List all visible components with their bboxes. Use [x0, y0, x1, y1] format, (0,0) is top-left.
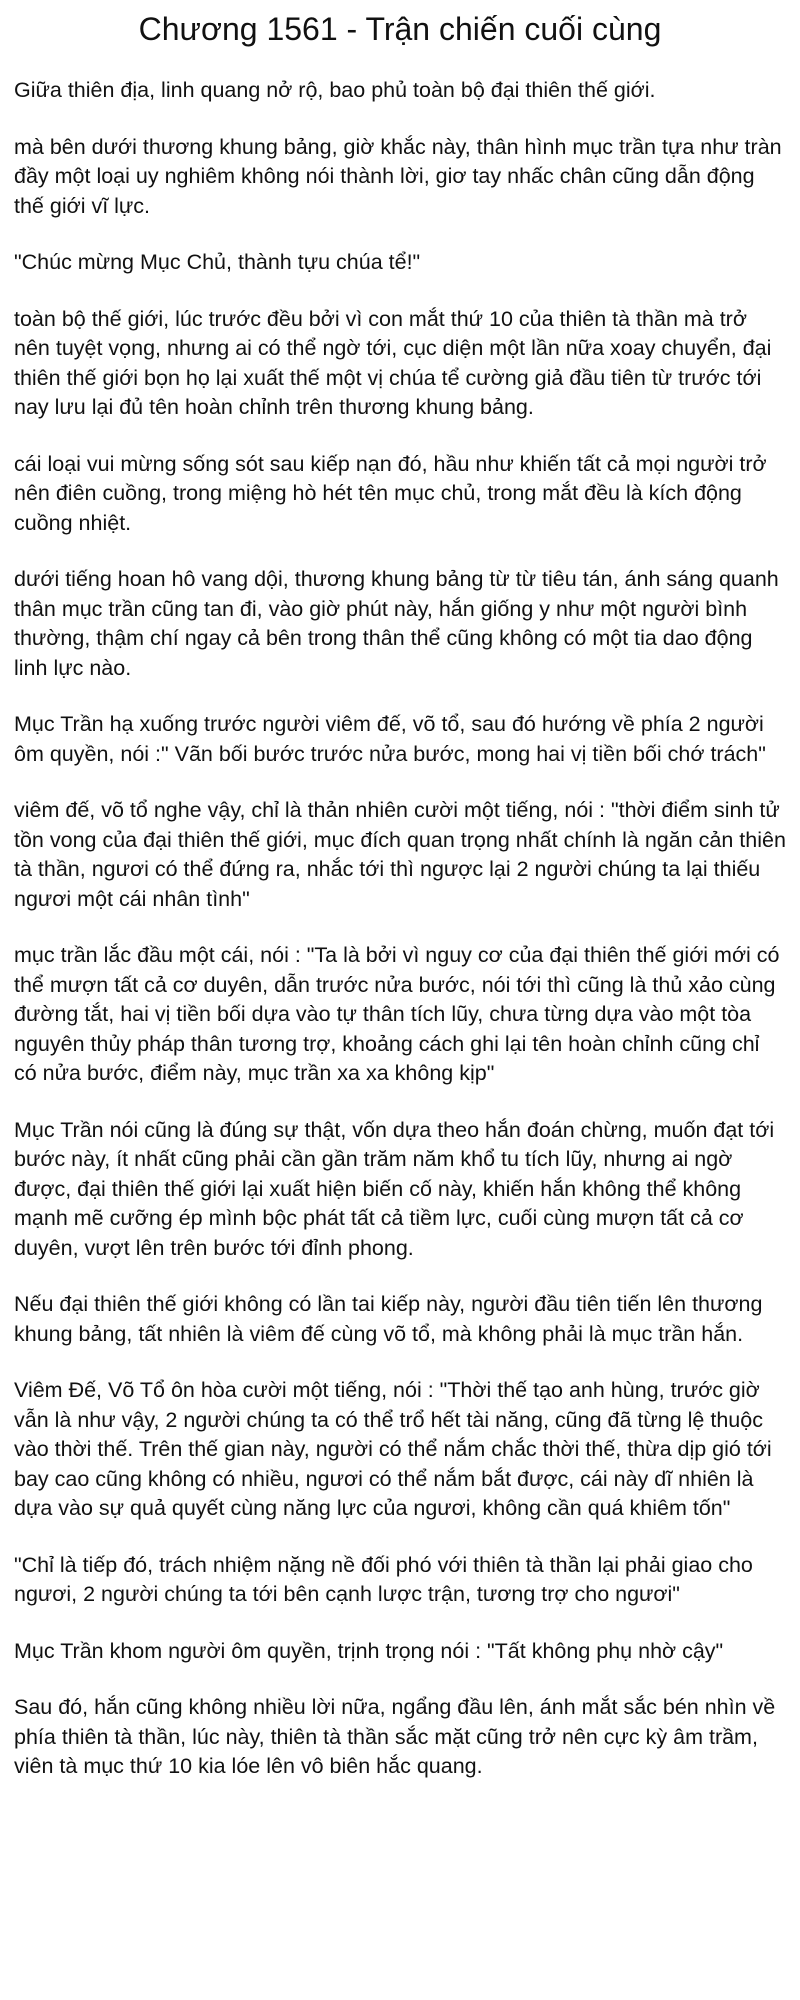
paragraph-8: viêm đế, võ tổ nghe vậy, chỉ là thản nhiên cười một tiếng, nói : "thời điểm sinh tử tồn vong của đại thiên thế giới, mục đích quan trọng nhất chính là ngăn cản thiên tà thần, ngươi có thể đứng ra, nhắc tới thì ngược lại 2 người chúng ta lại thiếu ngươi một cái nhân tình" — [14, 798, 786, 911]
paragraph-1: Giữa thiên địa, linh quang nở rộ, bao phủ toàn bộ đại thiên thế giới. — [14, 78, 656, 102]
paragraph-3: "Chúc mừng Mục Chủ, thành tựu chúa tể!" — [14, 250, 421, 274]
paragraph-11: Nếu đại thiên thế giới không có lần tai kiếp này, người đầu tiên tiến lên thương khung bảng, tất nhiên là viêm đế cùng võ tổ, mà không phải là mục trần hắn. — [14, 1292, 763, 1346]
paragraph-2: mà bên dưới thương khung bảng, giờ khắc này, thân hình mục trần tựa như tràn đầy một loại uy nghiêm không nói thành lời, giơ tay nhấc chân cũng dẫn động thế giới vĩ lực. — [14, 134, 782, 218]
paragraph-4: toàn bộ thế giới, lúc trước đều bởi vì con mắt thứ 10 của thiên tà thần mà trở nên tuyệt vọng, nhưng ai có thể ngờ tới, cục diện một lần nữa xoay chuyển, đại thiên thế giới bọn họ lại xuất thế một vị chúa tể cường giả đầu tiên từ trước tới nay lưu lại đủ tên hoàn chỉnh trên thương khung bảng. — [14, 306, 772, 419]
chapter-title: Chương 1561 - Trận chiến cuối cùng — [138, 11, 662, 47]
paragraph-5: cái loại vui mừng sống sót sau kiếp nạn đó, hầu như khiến tất cả mọi người trở nên điên cuồng, trong miệng hò hét tên mục chủ, trong mắt đều là kích động cuồng nhiệt. — [14, 451, 767, 535]
paragraph-15: Sau đó, hắn cũng không nhiều lời nữa, ngẩng đầu lên, ánh mắt sắc bén nhìn về phía thiên tà thần, lúc này, thiên tà thần sắc mặt cũng trở nên cực kỳ âm trầm, viên tà mục thứ 10 kia lóe lên vô biên hắc quang. — [14, 1695, 776, 1778]
paragraph-6: dưới tiếng hoan hô vang dội, thương khung bảng từ từ tiêu tán, ánh sáng quanh thân mục trần cũng tan đi, vào giờ phút này, hắn giống y như một người bình thường, thậm chí ngay cả bên trong thân thể cũng không có một tia dao động linh lực nào. — [14, 567, 779, 680]
paragraph-13: "Chỉ là tiếp đó, trách nhiệm nặng nề đối phó với thiên tà thần lại phải giao cho ngươi, 2 người chúng ta tới bên cạnh lược trận, tương trợ cho ngươi" — [14, 1552, 753, 1606]
paragraph-9: mục trần lắc đầu một cái, nói : "Ta là bởi vì nguy cơ của đại thiên thế giới mới có thể mượn tất cả cơ duyên, dẫn trước nửa bước, nói tới thì cũng là thủ xảo cùng đường tắt, hai vị tiền bối dựa vào tự thân tích lũy, chưa từng dựa vào một tòa nguyên thủy pháp thân tương trợ, khoảng cách ghi lại tên hoàn chỉnh cũng chỉ có nửa bước, điểm này, mục trần xa xa không kịp" — [14, 943, 780, 1085]
paragraph-14: Mục Trần khom người ôm quyền, trịnh trọng nói : "Tất không phụ nhờ cậy" — [14, 1638, 724, 1663]
paragraph-7: Mục Trần hạ xuống trước người viêm đế, võ tổ, sau đó hướng về phía 2 người ôm quyền, nói :" Vãn bối bước trước nửa bước, mong hai vị tiền bối chớ trách" — [14, 712, 766, 766]
paragraph-10: Mục Trần nói cũng là đúng sự thật, vốn dựa theo hắn đoán chừng, muốn đạt tới bước này, ít nhất cũng phải cần gần trăm năm khổ tu tích lũy, nhưng ai ngờ được, đại thiên thế giới lại xuất hiện biến cố này, khiến hắn không thể không mạnh mẽ cưỡng ép mình bộc phát tất cả tiềm lực, cuối cùng mượn tất cả cơ duyên, vượt lên trên bước tới đỉnh phong. — [14, 1117, 775, 1260]
paragraph-12: Viêm Đế, Võ Tổ ôn hòa cười một tiếng, nói : "Thời thế tạo anh hùng, trước giờ vẫn là như vậy, 2 người chúng ta có thể trổ hết tài năng, cũng đã từng lệ thuộc vào thời thế. Trên thế gian này, người có thể nắm chắc thời thế, thừa dịp gió tới bay cao cũng không có nhiều, ngươi có thể nắm bắt được, cái này dĩ nhiên là dựa vào sự quả quyết cùng năng lực của ngươi, không cần quá khiêm tốn" — [14, 1378, 772, 1520]
